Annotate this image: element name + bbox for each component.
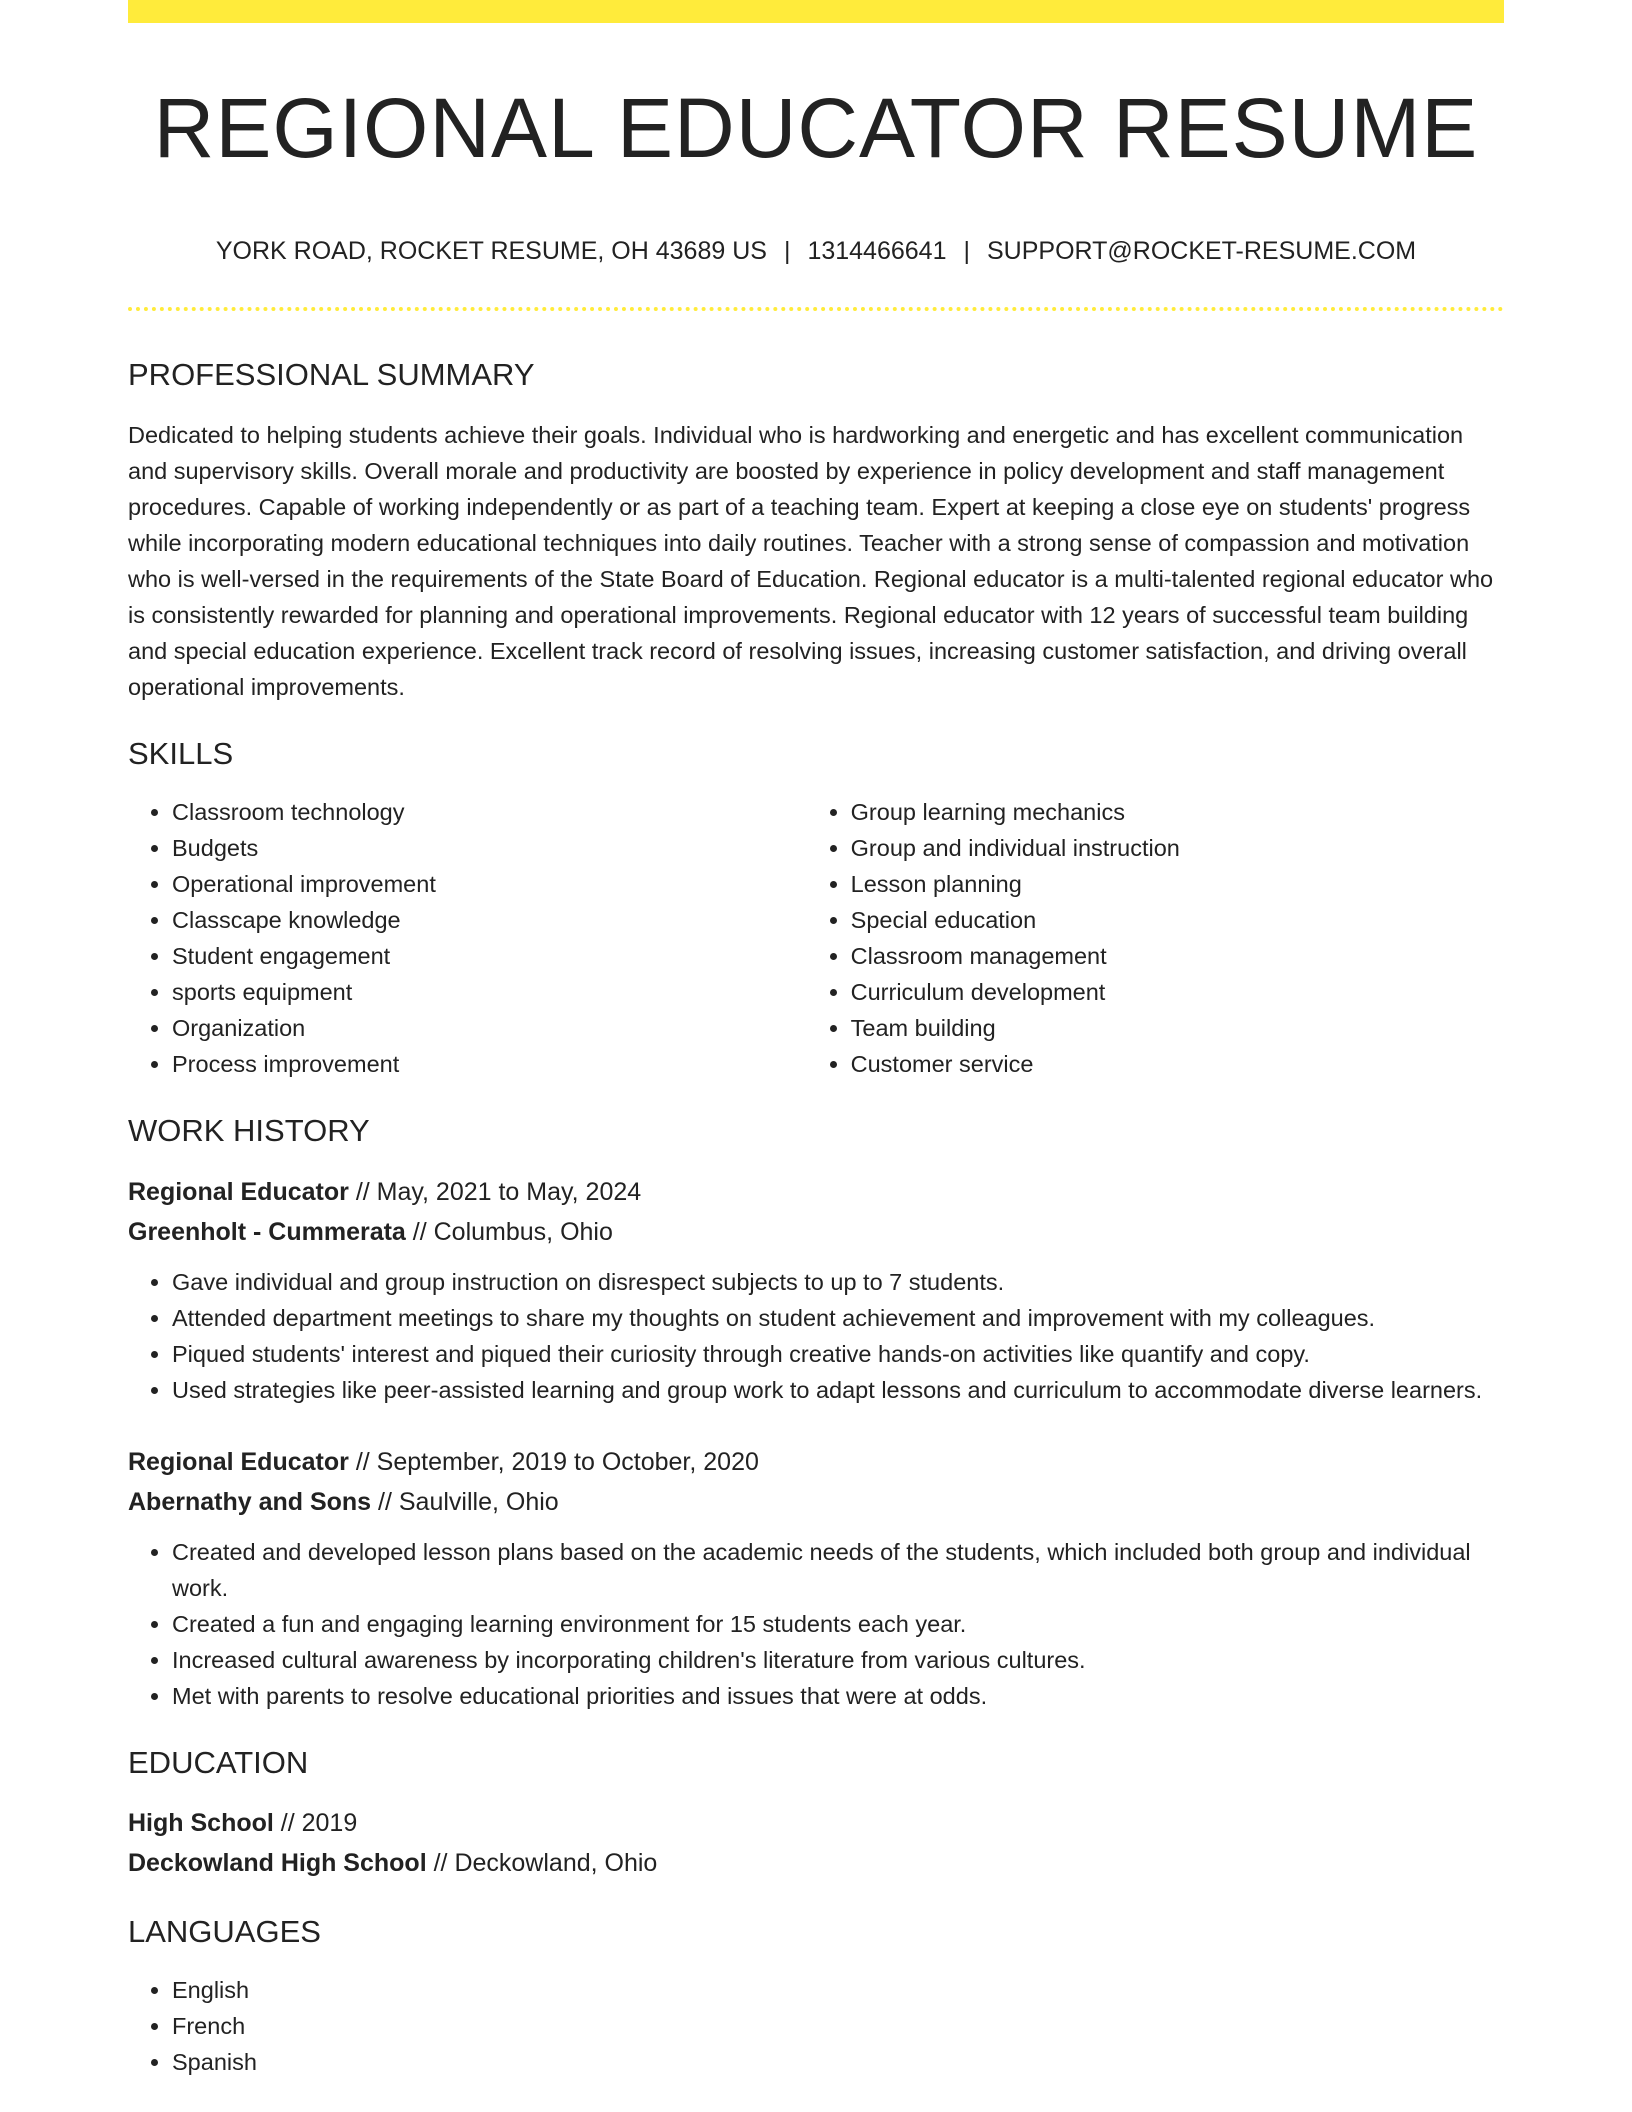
job-duty: • Increased cultural awareness by incorporating children's literature from various cultures.: [172, 1642, 1504, 1678]
skill-item: • Curriculum development: [851, 974, 1504, 1010]
summary-text: Dedicated to helping students achieve their goals. Individual who is hardworking and energetic and has excellent communication and supervisory skills. Overall morale and productivity are boosted by experience in policy development and staff management procedures. Capable of working independently or as part of a teaching team. Expert at keeping a close eye on students' progress while incorporating modern educational techniques into daily routines. Teacher with a strong sense of compassion and motivation who is well-versed in the requirements of the State Board of Education. Regional educator is a multi-talented regional educator who is consistently rewarded for planning and operational improvements. Regional educator with 12 years of successful team building and special education experience. Excellent track record of resolving issues, increasing customer satisfaction, and driving overall operational improvements.: [128, 422, 1494, 701]
education-degree-line: [128, 1803, 1504, 1843]
job-dates: // September, 2019 to October, 2020: [348, 1447, 759, 1476]
job-dates: // May, 2021 to May, 2024: [348, 1177, 642, 1206]
job-duty: • Used strategies like peer-assisted learning and group work to adapt lessons and curriculum to accommodate diverse learners.: [172, 1372, 1504, 1408]
job-duties: [128, 1264, 1504, 1408]
skills-list: [128, 794, 1504, 1082]
languages-list: [128, 1972, 1504, 2080]
education-year: // 2019: [273, 1808, 358, 1837]
resume-page: [128, 0, 1504, 2080]
job-location: // Columbus, Ohio: [405, 1217, 613, 1246]
skills-heading: SKILLS: [128, 736, 234, 772]
language-item: • English: [172, 1972, 1504, 2008]
contact-separator: |: [963, 237, 970, 265]
contact-phone: 1314466641: [807, 237, 947, 265]
language-item: • Spanish: [172, 2044, 1504, 2080]
job-company-line: [128, 1482, 1504, 1522]
education-heading: EDUCATION: [128, 1744, 309, 1780]
education-school-line: [128, 1843, 1504, 1883]
contact-separator: |: [783, 237, 791, 265]
job-title-line: [128, 1172, 1504, 1212]
skill-item: • Organization: [172, 1010, 807, 1046]
skill-item: • Group learning mechanics: [851, 794, 1504, 830]
job-company: Greenholt - Cummerata: [128, 1217, 406, 1246]
job-duty: • Met with parents to resolve educational priorities and issues that were at odds.: [172, 1678, 1504, 1714]
education-location: // Deckowland, Ohio: [426, 1848, 658, 1877]
top-accent-bar: [128, 0, 1504, 23]
skill-item: • Operational improvement: [172, 866, 807, 902]
education-school: Deckowland High School: [128, 1848, 427, 1877]
job-duty: • Created a fun and engaging learning environment for 15 students each year.: [172, 1606, 1504, 1642]
skill-item: • Lesson planning: [851, 866, 1504, 902]
skill-item: • Customer service: [851, 1046, 1504, 1082]
job-duty: • Gave individual and group instruction on disrespect subjects to up to 7 students.: [172, 1264, 1504, 1300]
work-history-heading: WORK HISTORY: [128, 1113, 370, 1149]
job-entry: [128, 1442, 1504, 1714]
job-title: Regional Educator: [128, 1447, 349, 1476]
job-company: Abernathy and Sons: [128, 1487, 372, 1516]
job-title: Regional Educator: [128, 1177, 349, 1206]
contact-line: [128, 236, 1504, 266]
contact-email: SUPPORT@ROCKET-RESUME.COM: [986, 237, 1417, 265]
skill-item: • Student engagement: [172, 938, 807, 974]
skill-item: • Budgets: [172, 830, 807, 866]
education-entry: [128, 1803, 1504, 1883]
job-duty: • Piqued students' interest and piqued their curiosity through creative hands-on activities like quantify and copy.: [172, 1336, 1504, 1372]
job-duty: • Attended department meetings to share my thoughts on student achievement and improvement with my colleagues.: [172, 1300, 1504, 1336]
skill-item: • Classroom technology: [172, 794, 807, 830]
education-degree: High School: [128, 1808, 274, 1837]
skill-item: • Process improvement: [172, 1046, 807, 1082]
skill-item: • Classroom management: [851, 938, 1504, 974]
language-item: • French: [172, 2008, 1504, 2044]
summary-heading: PROFESSIONAL SUMMARY: [128, 357, 535, 392]
skill-item: • Classcape knowledge: [172, 902, 807, 938]
skill-item: • sports equipment: [172, 974, 807, 1010]
skills-column-left: [128, 794, 807, 1082]
skills-column-right: [807, 794, 1504, 1082]
job-entry: [128, 1172, 1504, 1408]
job-duty: • Created and developed lesson plans based on the academic needs of the students, which included both group and individual work.: [172, 1534, 1504, 1606]
job-duties: [128, 1534, 1504, 1714]
skill-item: • Special education: [851, 902, 1504, 938]
dotted-divider: [128, 307, 1504, 311]
job-company-line: [128, 1212, 1504, 1252]
skill-item: • Team building: [851, 1010, 1504, 1046]
resume-title: REGIONAL EDUCATOR RESUME: [153, 81, 1479, 175]
languages-heading: LANGUAGES: [128, 1913, 321, 1949]
contact-address: YORK ROAD, ROCKET RESUME, OH 43689 US: [215, 237, 767, 265]
job-title-line: [128, 1442, 1504, 1482]
skill-item: • Group and individual instruction: [851, 830, 1504, 866]
job-location: // Saulville, Ohio: [371, 1487, 559, 1516]
